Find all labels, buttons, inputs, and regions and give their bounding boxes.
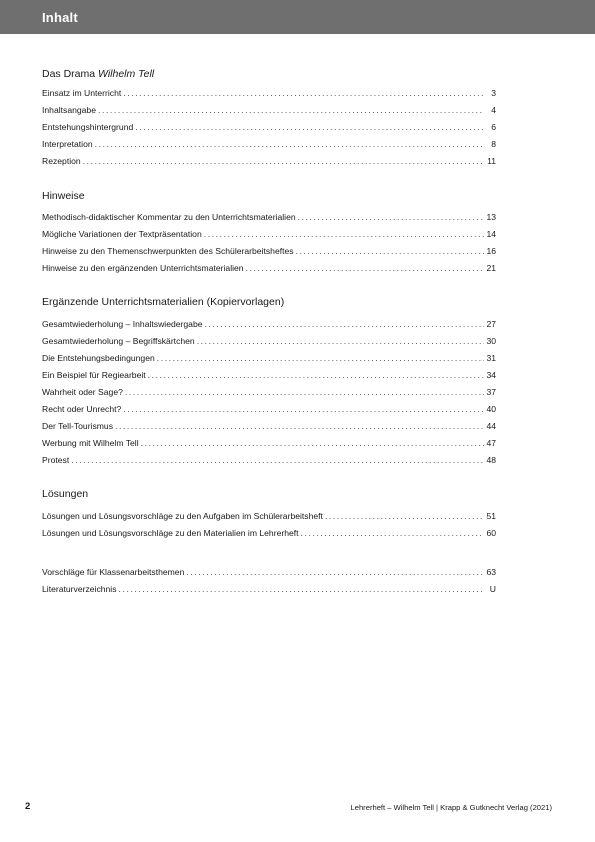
toc-leader — [148, 370, 484, 380]
toc-entry-label: Entstehungshintergrund — [42, 122, 134, 132]
toc-entry[interactable] — [42, 246, 496, 258]
toc-entry-label: Wahrheit oder Sage? — [42, 387, 123, 397]
toc-entry-label: Hinweise zu den ergänzenden Unterrichtsmaterialien — [42, 263, 244, 273]
toc-entry[interactable] — [42, 455, 496, 467]
toc-entry-page: 48 — [486, 455, 496, 465]
toc-entry-label: Ein Beispiel für Regiearbeit — [42, 370, 146, 380]
toc-entry-label: Lösungen und Lösungsvorschläge zu den Aufgaben im Schülerarbeitsheft — [42, 511, 323, 521]
toc-entry-page: 44 — [486, 421, 496, 431]
page-number: 2 — [25, 801, 31, 812]
section-title-loesungen — [42, 488, 88, 500]
toc-entry-page: 60 — [486, 528, 496, 538]
toc-leader — [246, 263, 484, 273]
toc-leader — [141, 438, 484, 448]
toc-entry-page: 34 — [486, 370, 496, 380]
toc-entry-label: Gesamtwiederholung – Begriffskärtchen — [42, 336, 195, 346]
toc-entry-label: Werbung mit Wilhelm Tell — [42, 438, 139, 448]
toc-leader — [125, 387, 484, 397]
toc-entry-page: 40 — [486, 404, 496, 414]
toc-entry[interactable] — [42, 528, 496, 540]
toc-entry-page: 21 — [486, 263, 496, 273]
toc-entry-label: Interpretation — [42, 139, 93, 149]
section-title-text: Hinweise — [42, 190, 85, 202]
toc-leader — [157, 353, 484, 363]
section-title-drama — [42, 68, 154, 80]
section-title-hinweise — [42, 190, 85, 202]
toc-entry-page: 4 — [491, 105, 496, 115]
toc-entry[interactable] — [42, 229, 496, 241]
toc-entry[interactable] — [42, 122, 496, 134]
toc-entry[interactable] — [42, 212, 496, 224]
toc-entry[interactable] — [42, 336, 496, 348]
toc-entry[interactable] — [42, 88, 496, 100]
toc-entry-label: Literaturverzeichnis — [42, 584, 117, 594]
toc-entry-page: 16 — [486, 246, 496, 256]
toc-entry-page: 6 — [491, 122, 496, 132]
toc-leader — [296, 246, 484, 256]
toc-entry[interactable] — [42, 156, 496, 168]
toc-leader — [123, 404, 484, 414]
toc-leader — [301, 528, 484, 538]
toc-entry-page: 30 — [486, 336, 496, 346]
toc-leader — [83, 156, 484, 166]
toc-entry-label: Recht oder Unrecht? — [42, 404, 122, 414]
toc-entry-page: 8 — [491, 139, 496, 149]
toc-entry[interactable] — [42, 263, 496, 275]
toc-leader — [123, 88, 484, 98]
section-title-text: Ergänzende Unterrichtsmaterialien (Kopiervorlagen) — [42, 296, 285, 308]
toc-entry[interactable] — [42, 421, 496, 433]
toc-leader — [186, 567, 484, 577]
toc-entry-label: Die Entstehungsbedingungen — [42, 353, 155, 363]
toc-leader — [135, 122, 484, 132]
toc-entry-page: 27 — [486, 319, 496, 329]
toc-entry-page: 3 — [491, 88, 496, 98]
section-title-ergaenzende — [42, 296, 284, 308]
toc-leader — [205, 319, 484, 329]
toc-entry[interactable] — [42, 438, 496, 450]
toc-leader — [298, 212, 484, 222]
toc-entry[interactable] — [42, 387, 496, 399]
toc-entry-label: Der Tell-Tourismus — [42, 421, 113, 431]
toc-entry-page: 11 — [487, 156, 496, 166]
toc-leader — [204, 229, 484, 239]
toc-leader — [95, 139, 484, 149]
toc-entry[interactable] — [42, 584, 496, 596]
toc-entry-page: 63 — [486, 567, 496, 577]
toc-entry-page: 47 — [486, 438, 496, 448]
toc-entry[interactable] — [42, 105, 496, 117]
toc-entry-label: Protest — [42, 455, 70, 465]
toc-entry-label: Hinweise zu den Themenschwerpunkten des Schülerarbeitsheftes — [42, 246, 294, 256]
toc-entry-page: 31 — [486, 353, 496, 363]
toc-entry-label: Vorschläge für Klassenarbeitsthemen — [42, 567, 185, 577]
toc-entry[interactable] — [42, 567, 496, 579]
toc-entry-label: Rezeption — [42, 156, 81, 166]
toc-entry-page: 13 — [486, 212, 496, 222]
section-title-text: Lösungen — [42, 488, 89, 500]
toc-entry-label: Gesamtwiederholung – Inhaltswiedergabe — [42, 319, 203, 329]
toc-leader — [115, 421, 484, 431]
toc-leader — [197, 336, 484, 346]
toc-entry[interactable] — [42, 511, 496, 523]
section-title-italic: Wilhelm Tell — [98, 68, 155, 80]
toc-entry-page: 37 — [486, 387, 496, 397]
page-title: Inhalt — [42, 10, 78, 25]
toc-entry-page: 14 — [486, 229, 496, 239]
toc-entry-page: U — [489, 584, 496, 594]
toc-entry[interactable] — [42, 319, 496, 331]
header-bar — [0, 0, 595, 34]
toc-entry-label: Methodisch-didaktischer Kommentar zu den Unterrichtsmaterialien — [42, 212, 296, 222]
toc-entry-label: Einsatz im Unterricht — [42, 88, 122, 98]
toc-entry[interactable] — [42, 139, 496, 151]
toc-entry[interactable] — [42, 370, 496, 382]
toc-entry[interactable] — [42, 404, 496, 416]
toc-entry-page: 51 — [486, 511, 496, 521]
toc-leader — [325, 511, 484, 521]
toc-leader — [98, 105, 484, 115]
toc-entry-label: Inhaltsangabe — [42, 105, 96, 115]
toc-entry-label: Mögliche Variationen der Textpräsentation — [42, 229, 202, 239]
toc-leader — [71, 455, 484, 465]
footer-credit: Lehrerheft – Wilhelm Tell | Krapp & Gutknecht Verlag (2021) — [350, 803, 552, 812]
toc-leader — [119, 584, 484, 594]
toc-entry-label: Lösungen und Lösungsvorschläge zu den Materialien im Lehrerheft — [42, 528, 299, 538]
toc-entry[interactable] — [42, 353, 496, 365]
section-title-text: Das Drama — [42, 68, 99, 80]
